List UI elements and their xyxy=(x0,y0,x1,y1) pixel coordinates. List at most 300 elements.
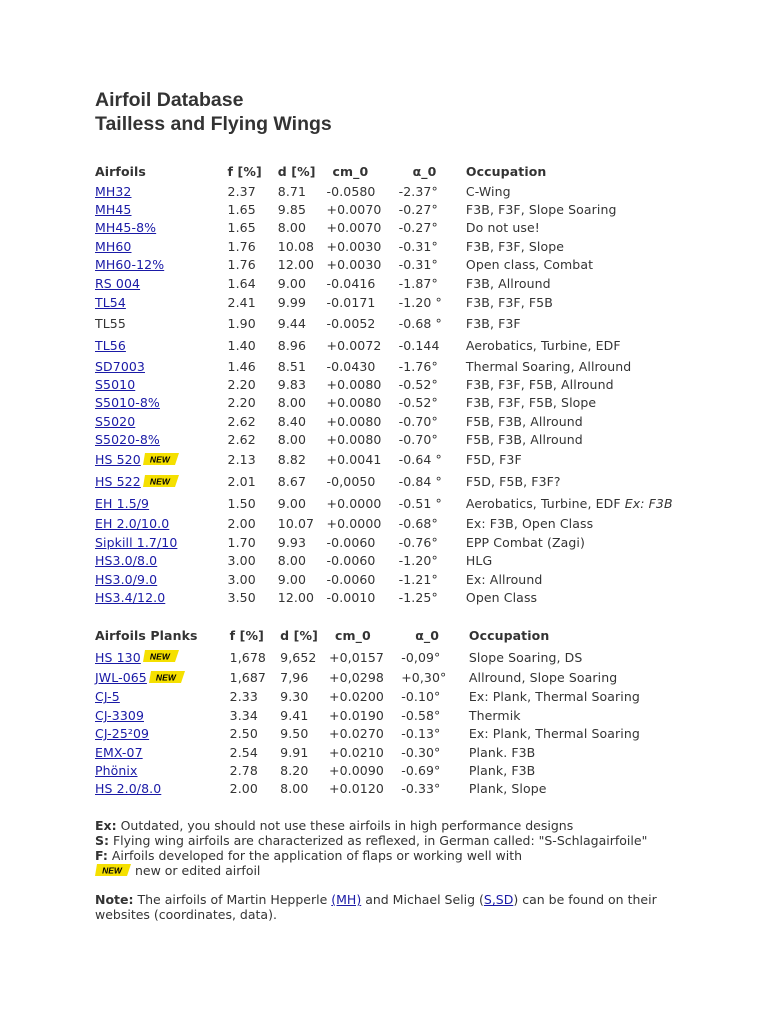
d-value xyxy=(280,688,329,706)
col-d-header: d [%] xyxy=(280,628,318,644)
f-value xyxy=(228,274,278,292)
airfoil-name-cell xyxy=(95,274,228,292)
cm0-value xyxy=(329,780,401,798)
mh-link[interactable]: (MH) xyxy=(331,892,362,908)
airfoil-link[interactable]: HS 522 xyxy=(95,474,141,490)
table-header-row xyxy=(95,625,735,647)
f-value xyxy=(228,292,278,313)
cm0-value xyxy=(327,412,399,430)
d-value xyxy=(278,313,327,335)
occupation-value xyxy=(466,533,735,551)
alpha0-value-text: -0.70° xyxy=(398,413,438,429)
airfoil-link[interactable]: RS 004 xyxy=(95,275,141,291)
alpha0-value-text: -0.52° xyxy=(398,395,438,411)
airfoil-link[interactable]: EH 2.0/10.0 xyxy=(95,516,170,532)
occupation-value-text: Ex: Plank, Thermal Soaring xyxy=(468,726,640,742)
f-value-text: 2.13 xyxy=(227,452,256,468)
occupation-value xyxy=(469,743,735,761)
d-value xyxy=(278,515,327,533)
svg-text:NEW: NEW xyxy=(149,454,170,465)
d-value-text: 9.85 xyxy=(277,202,306,218)
airfoil-name-cell xyxy=(95,256,228,274)
f-value-text: 1.70 xyxy=(227,534,256,550)
cm0-value-text: +0.0000 xyxy=(326,496,382,512)
f-value xyxy=(230,667,281,688)
note-text-3: ) can be found on their websites (coordinates, data). xyxy=(95,892,657,923)
alpha0-value xyxy=(399,533,466,551)
airfoil-link[interactable]: EMX-07 xyxy=(95,744,143,760)
cm0-value-text: -0.0060 xyxy=(326,553,376,569)
cm0-value-text: -0.0060 xyxy=(326,534,376,550)
occupation-value xyxy=(466,335,735,357)
f-value-text: 1.65 xyxy=(227,202,256,218)
d-value-text: 9.41 xyxy=(280,707,309,723)
airfoil-link[interactable]: S5020 xyxy=(95,413,136,429)
airfoil-name-cell xyxy=(95,761,230,779)
d-value-text: 8.00 xyxy=(277,432,306,448)
alpha0-value-text: -0.52° xyxy=(398,376,438,392)
airfoil-link[interactable]: JWL-065 xyxy=(95,670,147,685)
alpha0-value xyxy=(401,706,469,724)
f-value-text: 2.62 xyxy=(227,432,256,448)
cm0-value-text: -0.0060 xyxy=(326,571,376,587)
occupation-value xyxy=(466,588,735,606)
note-s xyxy=(95,833,715,848)
col-occupation-header: Occupation xyxy=(468,628,550,644)
cm0-value xyxy=(327,471,399,493)
occupation-value-text: Do not use! xyxy=(465,220,540,236)
alpha0-value xyxy=(399,313,466,335)
airfoil-link[interactable]: HS 2.0/8.0 xyxy=(95,781,162,797)
new-badge-icon xyxy=(143,650,179,662)
d-value xyxy=(278,237,327,255)
occupation-value xyxy=(469,780,735,798)
f-value xyxy=(228,219,278,237)
d-value xyxy=(278,552,327,570)
cm0-value xyxy=(327,515,399,533)
col-alpha0-header: α_0 xyxy=(415,628,440,644)
d-value-text: 10.08 xyxy=(277,238,315,254)
cm0-value-text: +0.0200 xyxy=(329,689,384,705)
cm0-value xyxy=(329,743,401,761)
occupation-value-text: Ex: F3B, Open Class xyxy=(465,516,594,532)
table-row xyxy=(95,219,735,237)
f-value-text: 2.62 xyxy=(227,413,256,429)
cm0-value-text: +0.0030 xyxy=(326,257,382,273)
alpha0-value xyxy=(399,493,466,515)
f-value xyxy=(230,647,281,668)
occupation-value-text: Thermik xyxy=(468,707,521,723)
airfoil-name-cell xyxy=(95,493,228,515)
f-value-text: 1.40 xyxy=(227,338,256,354)
occupation-value-text: F5D, F5B, F3F? xyxy=(465,474,561,490)
f-value-text: 1.65 xyxy=(227,220,256,236)
occupation-value-text: Aerobatics, Turbine, EDF xyxy=(465,338,621,354)
d-value-text: 8.00 xyxy=(280,781,309,797)
d-value xyxy=(278,375,327,393)
occupation-value xyxy=(466,552,735,570)
cm0-value xyxy=(327,292,399,313)
airfoil-name-cell xyxy=(95,588,228,606)
airfoil-link[interactable]: SD7003 xyxy=(95,358,145,374)
airfoil-link[interactable]: CJ-25²09 xyxy=(95,726,150,742)
cm0-value-text: +0.0030 xyxy=(326,238,382,254)
cm0-value-text: +0.0041 xyxy=(326,452,382,468)
table-row xyxy=(95,515,735,533)
occupation-value-text: Ex: Allround xyxy=(465,571,543,587)
col-f-header: f [%] xyxy=(227,163,262,179)
d-value-text: 8.20 xyxy=(280,763,309,778)
note-new-text: new or edited airfoil xyxy=(131,863,261,879)
alpha0-value xyxy=(401,761,469,779)
f-value-text: 2.33 xyxy=(229,689,258,705)
d-value xyxy=(278,182,327,200)
cm0-value xyxy=(327,313,399,335)
f-value-text: 2.00 xyxy=(227,516,256,532)
s-sd-link[interactable]: S,SD xyxy=(483,892,514,908)
alpha0-value xyxy=(401,780,469,798)
f-value xyxy=(230,780,281,798)
table-row xyxy=(95,471,735,493)
alpha0-value xyxy=(399,256,466,274)
alpha0-value xyxy=(401,667,469,688)
occupation-value-text: F5B, F3B, Allround xyxy=(465,413,583,429)
f-value xyxy=(228,256,278,274)
airfoil-link[interactable]: HS 130 xyxy=(95,649,141,665)
d-value xyxy=(280,780,329,798)
occupation-value xyxy=(469,688,735,706)
d-value-text: 8.00 xyxy=(277,553,306,569)
new-badge-icon xyxy=(143,475,179,487)
cm0-value-text: +0.0120 xyxy=(329,781,384,797)
airfoil-link[interactable]: MH45 xyxy=(95,202,132,218)
occupation-value-text: F3B, F3F, F5B, Slope xyxy=(465,395,597,411)
cm0-value-text: -0,0050 xyxy=(326,474,376,490)
occupation-value xyxy=(466,219,735,237)
cm0-value xyxy=(327,256,399,274)
f-value-text: 2.78 xyxy=(229,763,258,778)
col-airfoil-header: Airfoils Planks xyxy=(95,628,198,644)
cm0-value xyxy=(327,570,399,588)
cm0-value-text: -0.0171 xyxy=(326,295,376,311)
cm0-value-text: -0.0580 xyxy=(326,183,376,199)
cm0-value xyxy=(327,394,399,412)
table-row xyxy=(95,375,735,393)
airfoil-link[interactable]: HS3.0/8.0 xyxy=(95,553,158,569)
f-value-text: 1.46 xyxy=(227,358,256,374)
alpha0-value-text: -0.10° xyxy=(401,689,441,705)
airfoil-name-cell xyxy=(95,780,230,798)
alpha0-value xyxy=(399,357,466,375)
airfoil-link[interactable]: MH45-8% xyxy=(95,220,157,236)
alpha0-value xyxy=(401,647,469,668)
table-row xyxy=(95,780,735,798)
alpha0-value xyxy=(399,237,466,255)
d-value xyxy=(278,493,327,515)
table-row xyxy=(95,274,735,292)
table-row xyxy=(95,200,735,218)
occupation-value-text: HLG xyxy=(465,553,493,569)
d-value xyxy=(278,256,327,274)
occupation-value xyxy=(466,200,735,218)
d-value-text: 9.99 xyxy=(277,295,306,311)
alpha0-value-text: -1.21° xyxy=(398,571,438,587)
f-value-text: 2.00 xyxy=(229,781,258,797)
f-value-text: 3.50 xyxy=(227,590,256,606)
f-value xyxy=(230,743,281,761)
d-value-text: 9.91 xyxy=(280,744,309,760)
alpha0-value-text: -1.76° xyxy=(398,358,438,374)
f-value xyxy=(228,471,278,493)
airfoil-name-cell xyxy=(95,743,230,761)
f-value-text: 1.50 xyxy=(227,496,256,512)
airfoil-link[interactable]: Sipkill 1.7/10 xyxy=(95,534,178,550)
occupation-value xyxy=(469,706,735,724)
airfoil-link[interactable]: MH32 xyxy=(95,183,132,199)
table-row xyxy=(95,394,735,412)
airfoil-link[interactable]: HS 520 xyxy=(95,452,141,468)
alpha0-value xyxy=(399,412,466,430)
f-value xyxy=(228,430,278,448)
airfoil-link[interactable]: HS3.4/12.0 xyxy=(95,590,166,606)
f-value-text: 1.76 xyxy=(227,257,256,273)
table-header-row xyxy=(95,160,735,182)
alpha0-value-text: -0.84 ° xyxy=(398,474,442,490)
d-value xyxy=(278,533,327,551)
table-row xyxy=(95,237,735,255)
cm0-value xyxy=(329,725,401,743)
f-value xyxy=(228,552,278,570)
occupation-extra: Ex: F3B xyxy=(624,496,673,512)
airfoil-link[interactable]: MH60-12% xyxy=(95,257,165,273)
table-row xyxy=(95,552,735,570)
col-occupation-header: Occupation xyxy=(465,163,547,179)
cm0-value-text: +0.0072 xyxy=(326,338,382,354)
alpha0-value-text: -0.33° xyxy=(401,781,441,797)
cm0-value-text: +0.0000 xyxy=(326,516,382,532)
alpha0-value-text: -0.30° xyxy=(401,744,441,760)
alpha0-value-text: -0.70° xyxy=(398,432,438,448)
d-value-text: 8.96 xyxy=(277,338,306,354)
d-value-text: 9.30 xyxy=(280,689,309,705)
airfoil-name-cell xyxy=(95,357,228,375)
f-value xyxy=(228,182,278,200)
cm0-value xyxy=(327,357,399,375)
occupation-value-text: Aerobatics, Turbine, EDF xyxy=(465,496,621,512)
d-value xyxy=(280,743,329,761)
d-value-text: 8.82 xyxy=(277,452,306,468)
airfoil-link[interactable]: S5010-8% xyxy=(95,395,160,411)
d-value-text: 9,652 xyxy=(280,649,317,665)
airfoil-link[interactable]: TL54 xyxy=(95,295,126,311)
alpha0-value xyxy=(399,274,466,292)
airfoil-name-cell xyxy=(95,200,228,218)
cm0-value-text: -0.0052 xyxy=(326,316,376,332)
table-row xyxy=(95,588,735,606)
f-value xyxy=(228,375,278,393)
alpha0-value-text: -0.76° xyxy=(398,534,438,550)
occupation-value xyxy=(466,412,735,430)
note-ex-text: Outdated, you should not use these airfoils in high performance designs xyxy=(116,818,574,834)
note-f-text: Airfoils developed for the application of flaps or working well with xyxy=(107,848,523,864)
table-row xyxy=(95,570,735,588)
table-row xyxy=(95,493,735,515)
alpha0-value-text: -1.20 ° xyxy=(398,295,442,311)
col-cm0-header: cm_0 xyxy=(335,628,371,644)
alpha0-value-text: -0.51 ° xyxy=(398,496,442,512)
d-value-text: 9.00 xyxy=(277,571,306,587)
occupation-value-text: F5B, F3B, Allround xyxy=(465,432,583,448)
alpha0-value-text: -0.27° xyxy=(398,202,438,218)
airfoil-link[interactable]: EH 1.5/9 xyxy=(95,496,150,512)
alpha0-value-text: -0.31° xyxy=(398,238,438,254)
cm0-value xyxy=(327,274,399,292)
table-row xyxy=(95,761,735,779)
airfoil-name-cell xyxy=(95,647,230,668)
alpha0-value-text: -0.68 ° xyxy=(398,316,442,332)
cm0-value xyxy=(327,449,399,471)
airfoil-link[interactable]: Phönix xyxy=(95,763,138,778)
airfoil-link[interactable]: S5010 xyxy=(95,376,136,392)
cm0-value-text: +0.0080 xyxy=(326,395,382,411)
cm0-value-text: -0.0430 xyxy=(326,358,376,374)
cm0-value xyxy=(327,182,399,200)
alpha0-value xyxy=(399,552,466,570)
alpha0-value xyxy=(399,292,466,313)
occupation-value-text: F3B, F3F, F5B, Allround xyxy=(465,376,614,392)
alpha0-value-text: -0.27° xyxy=(398,220,438,236)
alpha0-value xyxy=(399,570,466,588)
note-f-label: F: xyxy=(95,848,108,864)
cm0-value-text: +0.0090 xyxy=(329,763,384,778)
alpha0-value xyxy=(399,430,466,448)
cm0-value xyxy=(329,761,401,779)
airfoil-name-cell xyxy=(95,570,228,588)
cm0-value-text: +0.0080 xyxy=(326,432,382,448)
f-value xyxy=(228,237,278,255)
note-ex-label: Ex: xyxy=(95,818,117,834)
airfoil-link[interactable]: CJ-3309 xyxy=(95,707,144,723)
new-badge-icon xyxy=(95,864,131,876)
table-row xyxy=(95,533,735,551)
occupation-value-text: F3B, F3F, Slope Soaring xyxy=(465,202,617,218)
occupation-value xyxy=(469,725,735,743)
f-value-text: 2.20 xyxy=(227,395,256,411)
cm0-value-text: +0.0210 xyxy=(329,744,384,760)
alpha0-value xyxy=(401,725,469,743)
d-value-text: 8.40 xyxy=(277,413,306,429)
airfoil-link[interactable]: S5020-8% xyxy=(95,432,160,448)
occupation-value xyxy=(466,313,735,335)
occupation-value xyxy=(469,761,735,779)
airfoil-name-cell xyxy=(95,430,228,448)
cm0-value xyxy=(327,335,399,357)
d-value xyxy=(278,357,327,375)
d-value xyxy=(278,430,327,448)
airfoil-link[interactable]: HS3.0/9.0 xyxy=(95,571,158,587)
f-value xyxy=(228,533,278,551)
note-new xyxy=(95,863,715,878)
d-value xyxy=(280,667,329,688)
d-value xyxy=(278,335,327,357)
f-value-text: 3.00 xyxy=(227,553,256,569)
table-row xyxy=(95,412,735,430)
airfoil-name-cell xyxy=(95,688,230,706)
d-value-text: 8.71 xyxy=(277,183,306,199)
alpha0-value-text: -2.37° xyxy=(398,183,438,199)
occupation-value xyxy=(466,256,735,274)
cm0-value-text: +0.0270 xyxy=(329,726,384,742)
alpha0-value-text: -0.144 xyxy=(398,338,440,354)
svg-text:NEW: NEW xyxy=(155,672,176,682)
occupation-value xyxy=(466,182,735,200)
d-value xyxy=(278,588,327,606)
d-value-text: 8.67 xyxy=(277,474,306,490)
col-airfoil-header: Airfoils xyxy=(95,163,146,179)
airfoil-name-cell xyxy=(95,412,228,430)
airfoil-name-cell xyxy=(95,292,228,313)
d-value xyxy=(278,219,327,237)
f-value xyxy=(228,394,278,412)
cm0-value-text: +0,0157 xyxy=(329,649,384,665)
cm0-value-text: -0.0010 xyxy=(326,590,376,606)
airfoil-name-cell xyxy=(95,313,228,335)
occupation-value xyxy=(466,394,735,412)
airfoil-name-cell xyxy=(95,449,228,471)
f-value-text: 3.00 xyxy=(227,571,256,587)
alpha0-value xyxy=(399,588,466,606)
airfoil-link[interactable]: TL56 xyxy=(95,338,126,354)
d-value xyxy=(280,706,329,724)
d-value xyxy=(280,725,329,743)
occupation-value xyxy=(466,274,735,292)
airfoil-name-cell xyxy=(95,237,228,255)
d-value xyxy=(278,274,327,292)
occupation-value-text: C-Wing xyxy=(465,183,511,199)
airfoil-name-cell xyxy=(95,394,228,412)
f-value-text: 1,678 xyxy=(229,649,266,665)
occupation-value-text: F3B, F3F, F5B xyxy=(465,295,553,311)
occupation-value-text: F3B, Allround xyxy=(465,275,551,291)
table-row xyxy=(95,335,735,357)
airfoil-link[interactable]: CJ-5 xyxy=(95,689,120,705)
page-subtitle: Tailless and Flying Wings xyxy=(95,113,332,135)
table-row xyxy=(95,357,735,375)
col-cm0-header: cm_0 xyxy=(332,163,369,179)
table-row xyxy=(95,292,735,313)
d-value-text: 7,96 xyxy=(280,670,309,685)
f-value-text: 2.37 xyxy=(227,183,256,199)
cm0-value xyxy=(329,647,401,668)
cm0-value xyxy=(327,493,399,515)
airfoil-link[interactable]: MH60 xyxy=(95,238,132,254)
f-value xyxy=(228,357,278,375)
occupation-value xyxy=(466,430,735,448)
f-value-text: 1.76 xyxy=(227,238,256,254)
occupation-value-text: F5D, F3F xyxy=(465,452,522,468)
alpha0-value xyxy=(399,471,466,493)
alpha0-value-text: -0.69° xyxy=(401,763,441,778)
cm0-value xyxy=(329,688,401,706)
table-row xyxy=(95,256,735,274)
airfoil-name-cell xyxy=(95,375,228,393)
f-value-text: 1,687 xyxy=(229,670,266,685)
occupation-value xyxy=(466,237,735,255)
alpha0-value xyxy=(399,394,466,412)
occupation-value xyxy=(466,292,735,313)
alpha0-value-text: -0.13° xyxy=(401,726,441,742)
cm0-value-text: +0.0080 xyxy=(326,413,382,429)
